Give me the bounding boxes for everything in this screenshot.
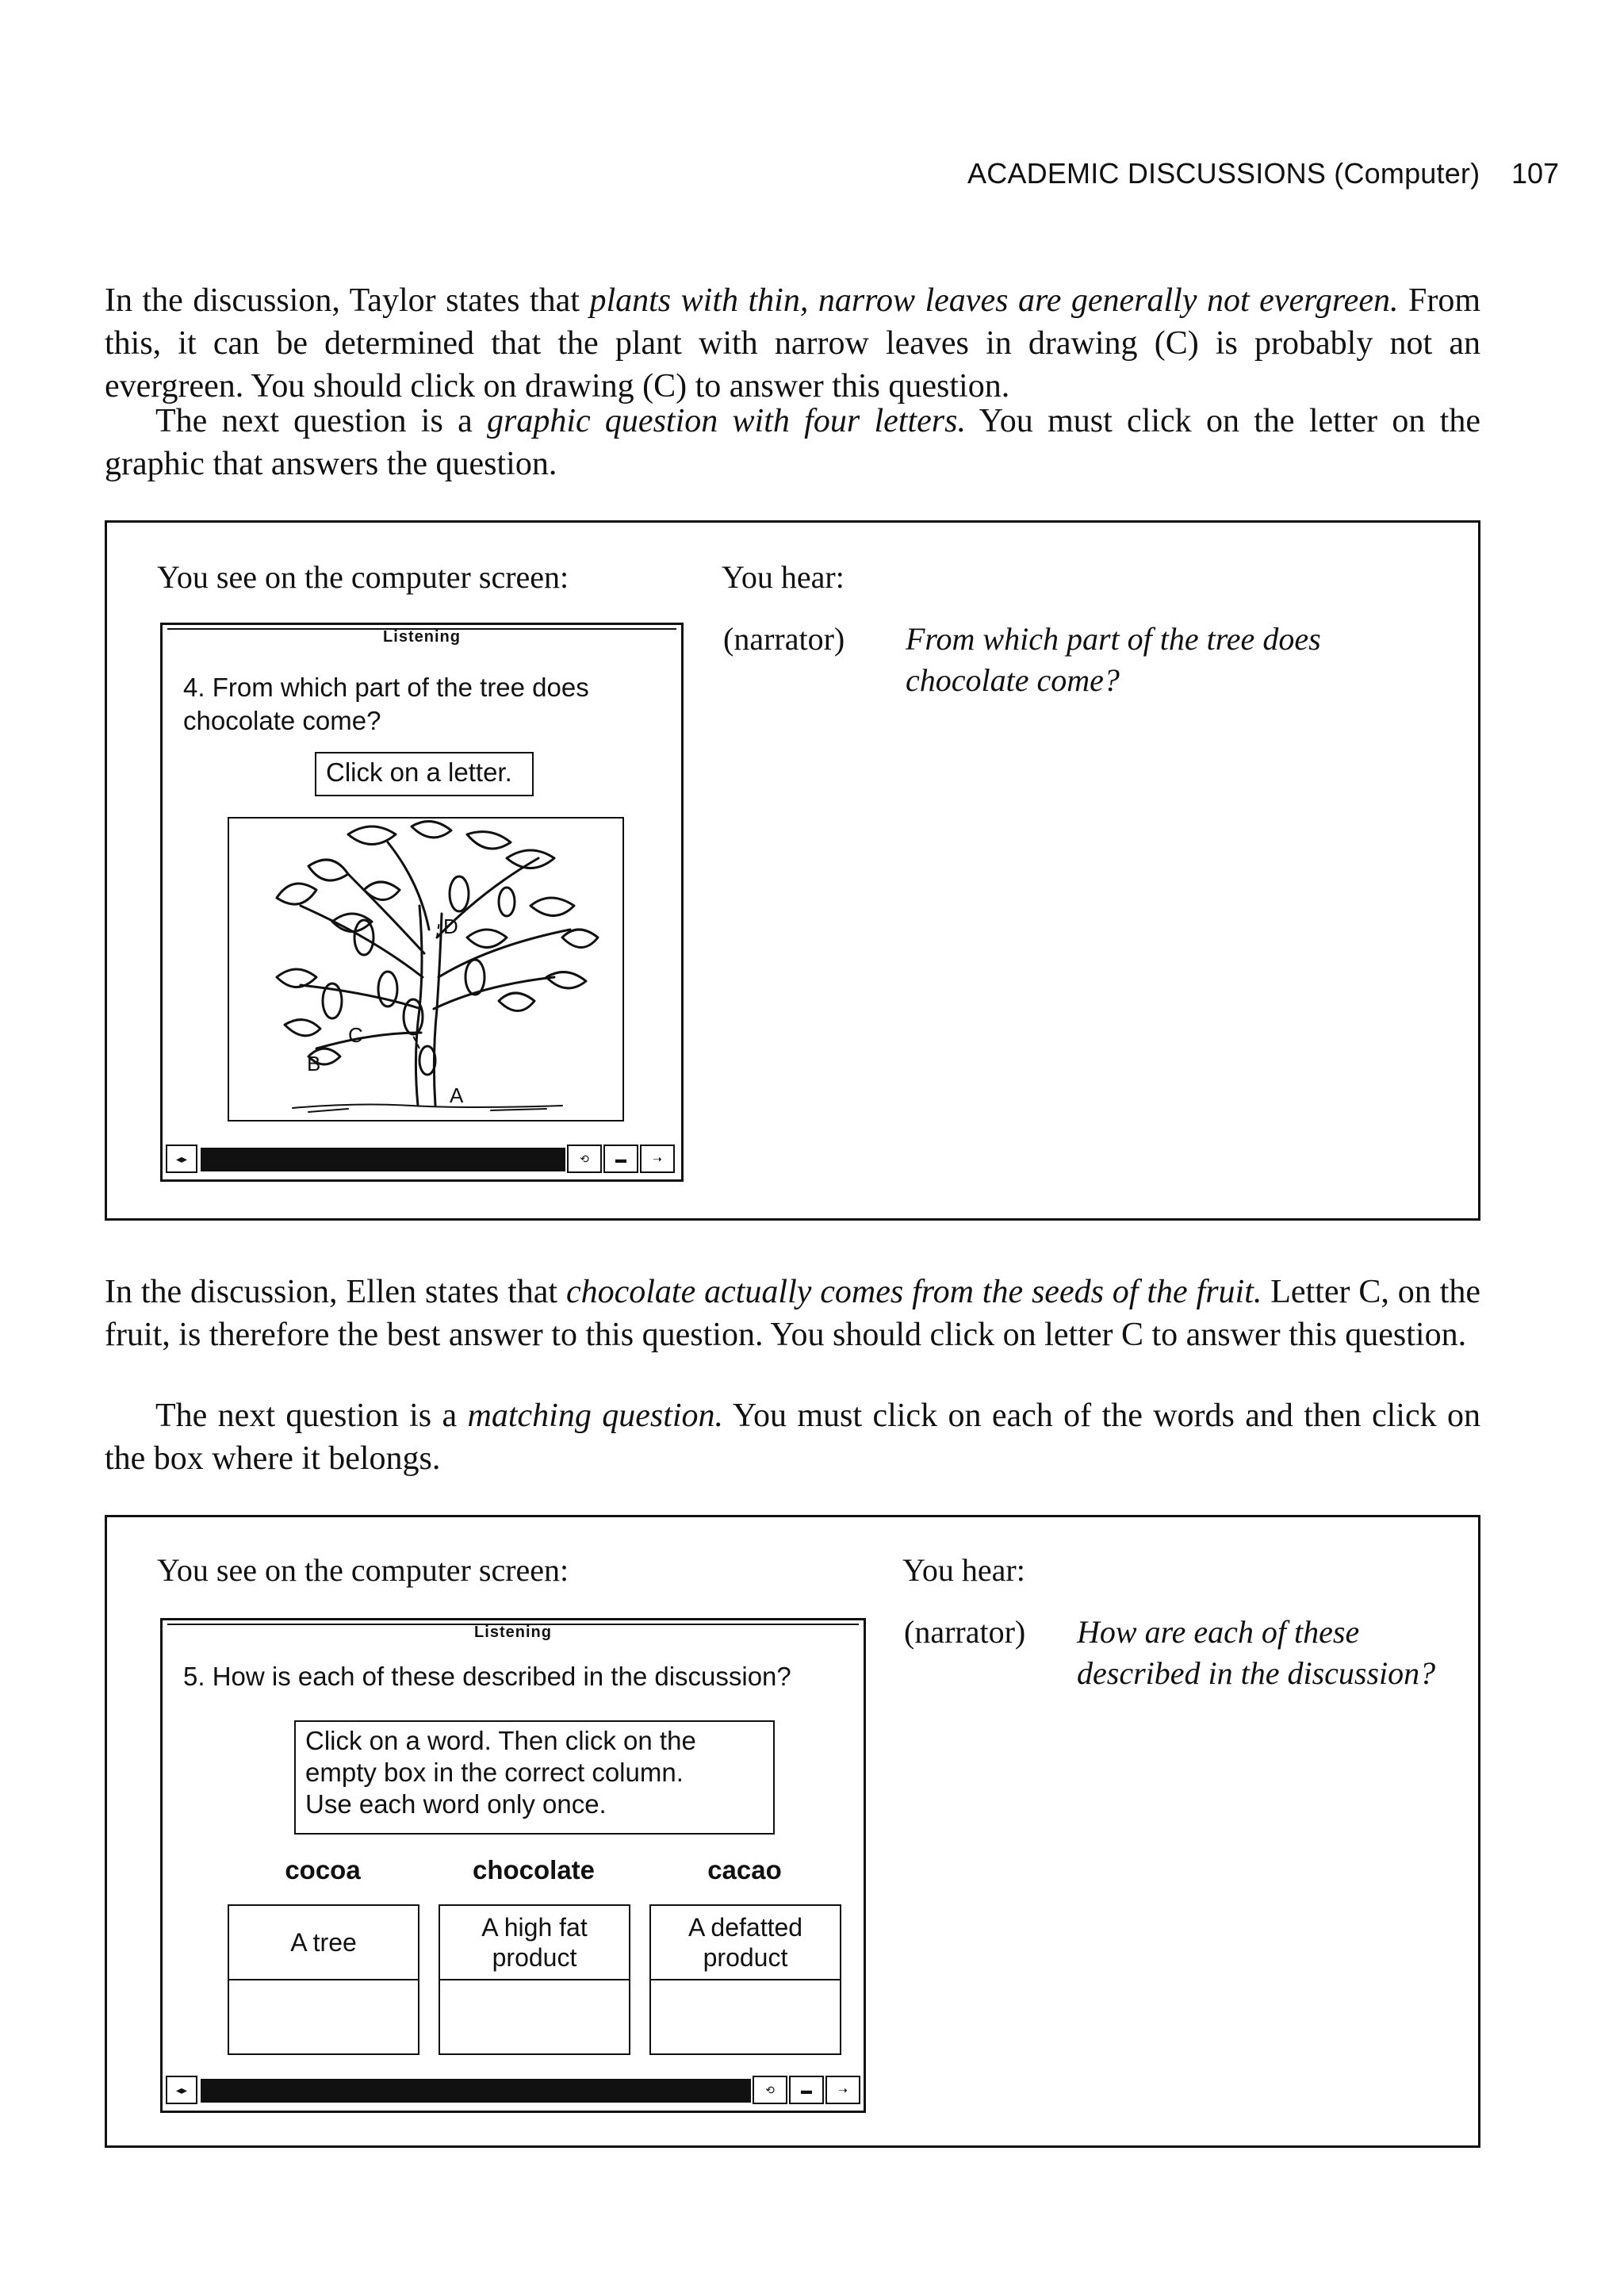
screen-title: Listening (383, 628, 461, 646)
option-defatted-product[interactable]: A defatted product (649, 1904, 841, 1980)
option-high-fat-product[interactable]: A high fat product (439, 1904, 630, 1980)
column-cacao: cacao (707, 1855, 782, 1884)
confirm-button[interactable]: ▬ (603, 1144, 638, 1173)
column-chocolate: chocolate (472, 1855, 596, 1884)
see-label: You see on the computer screen: (157, 559, 569, 595)
volume-button-2[interactable]: ◂▸ (166, 2076, 197, 2104)
screen-toolbar-2 (166, 2072, 860, 2107)
confirm-button-2[interactable]: ▬ (789, 2076, 824, 2104)
next-button-2[interactable]: ➝ (825, 2076, 860, 2104)
answer-box-chocolate[interactable] (439, 1979, 630, 2055)
letter-c[interactable]: C (348, 1023, 363, 1047)
running-header: ACADEMIC DISCUSSIONS (Computer) (967, 157, 1480, 190)
paragraph-3: In the discussion, Ellen states that chocolate actually comes from the seeds of the fruit. Letter C, on the fruit, is therefore the best answer to this question. You should click on letter C to answer this question. (105, 1274, 1480, 1353)
screen-question-2: 5. How is each of these described in the discussion? (183, 1662, 791, 1691)
letter-b[interactable]: B (307, 1052, 321, 1075)
computer-screen-1 (160, 623, 684, 1182)
next-button[interactable]: ➝ (640, 1144, 675, 1173)
letter-d[interactable]: D (443, 914, 458, 938)
instruction-box: Click on a letter. (315, 752, 534, 796)
help-button-2[interactable]: ⟲ (753, 2076, 787, 2104)
help-button[interactable]: ⟲ (567, 1144, 602, 1173)
see-label-2: You see on the computer screen: (157, 1552, 569, 1588)
screen-title-2: Listening (474, 1624, 552, 1641)
speaker-label-2: (narrator) (904, 1614, 1026, 1650)
volume-button[interactable]: ◂▸ (166, 1144, 197, 1173)
instruction-box-2: Click on a word. Then click on the empty box in the correct column. Use each word only once. (294, 1720, 775, 1835)
cacao-tree-image (228, 817, 624, 1121)
spoken-question: From which part of the tree does chocolate come? (906, 621, 1321, 698)
paragraph-4: The next question is a matching question. You must click on each of the words and then click on the box where it belongs. (105, 1398, 1480, 1477)
paragraph-2: The next question is a graphic question with four letters. You must click on the letter on the graphic that answers the question. (105, 403, 1480, 482)
hear-label-2: You hear: (902, 1552, 1025, 1588)
hear-label: You hear: (722, 559, 845, 595)
screen-question: 4. From which part of the tree does chocolate come? (183, 673, 589, 735)
option-a-tree[interactable]: A tree (228, 1904, 419, 1980)
progress-bar (201, 1148, 565, 1171)
screen-toolbar (166, 1141, 678, 1176)
computer-screen-2 (160, 1618, 866, 2113)
answer-box-cocoa[interactable] (228, 1979, 419, 2055)
page-number: 107 (1511, 157, 1560, 190)
answer-box-cacao[interactable] (649, 1979, 841, 2055)
letter-a[interactable]: A (450, 1083, 464, 1107)
column-cocoa: cocoa (285, 1855, 361, 1884)
paragraph-1: In the discussion, Taylor states that plants with thin, narrow leaves are generally not evergreen. From this, it can be determined that the plant with narrow leaves in drawing (C) is probably not an evergreen. You should click on drawing (C) to answer this question. (105, 282, 1480, 405)
spoken-question-2: How are each of these described in the discussion? (1077, 1614, 1436, 1691)
progress-bar-2 (201, 2079, 751, 2103)
speaker-label: (narrator) (723, 621, 845, 657)
tree-drawing (229, 819, 622, 1120)
